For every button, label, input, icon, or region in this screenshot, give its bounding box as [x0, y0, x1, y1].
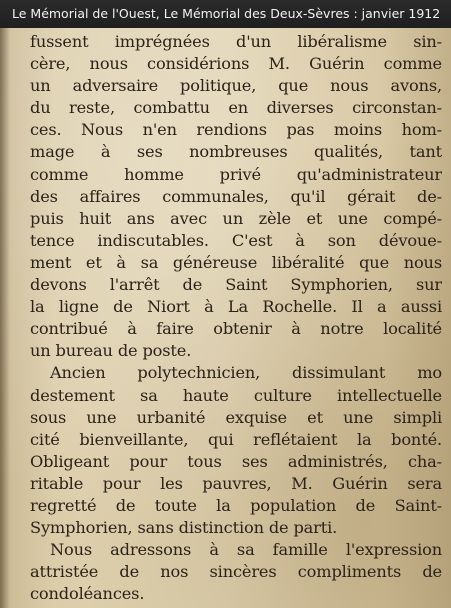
text-line: Nous adressons à sa famille l'expression — [50, 540, 442, 560]
article-text — [30, 31, 442, 605]
text-line: du reste, combattu en diverses circonstan- — [30, 98, 442, 118]
text-line: Ancien polytechnicien, dissimulant mo — [50, 363, 442, 383]
text-line: ritable pour les pauvres, M. Guérin sera — [30, 473, 442, 493]
text-line: ces. Nous n'en rendions pas moins hom- — [30, 120, 442, 140]
text-line: cité bienveillante, qui reflétaient la bonté. — [30, 429, 442, 449]
text-line: Symphorien, sans distinction de parti. — [30, 518, 338, 538]
text-line: sous une urbanité exquise et une simpli — [30, 407, 442, 427]
window-title: Le Mémorial de l'Ouest, Le Mémorial des Deux-Sèvres : janvier 1912 — [0, 0, 451, 28]
text-line: devons l'arrêt de Saint Symphorien, sur — [30, 275, 442, 295]
text-line: puis huit ans avec un zèle et une compé- — [30, 208, 442, 228]
text-line: destement sa haute culture intellectuelle — [30, 385, 442, 405]
text-line: mage à ses nombreuses qualités, tant — [30, 142, 442, 162]
text-line: ment et à sa généreuse libéralité que nous — [30, 252, 442, 272]
text-line: contribué à faire obtenir à notre localité — [30, 319, 442, 339]
text-line: des affaires communales, qu'il gérait de- — [30, 186, 442, 206]
text-line: tence indiscutables. C'est à son dévoue- — [30, 230, 442, 250]
text-line: attristée de nos sincères compliments de — [30, 562, 442, 582]
text-line: cère, nous considérions M. Guérin comme — [30, 54, 442, 74]
newspaper-scan — [0, 28, 451, 608]
text-line: la ligne de Niort à La Rochelle. Il a aussi — [30, 297, 442, 317]
text-line: fussent imprégnées d'un libéralisme sin- — [30, 32, 442, 51]
text-line: un bureau de poste. — [30, 341, 192, 361]
text-line: condoléances. — [30, 584, 145, 604]
text-line: un adversaire politique, que nous avons, — [30, 76, 442, 96]
text-line: regretté de toute la population de Saint- — [30, 495, 442, 515]
text-line: Obligeant pour tous ses administrés, cha- — [30, 451, 442, 471]
text-line: comme homme privé qu'administrateur — [30, 164, 442, 184]
